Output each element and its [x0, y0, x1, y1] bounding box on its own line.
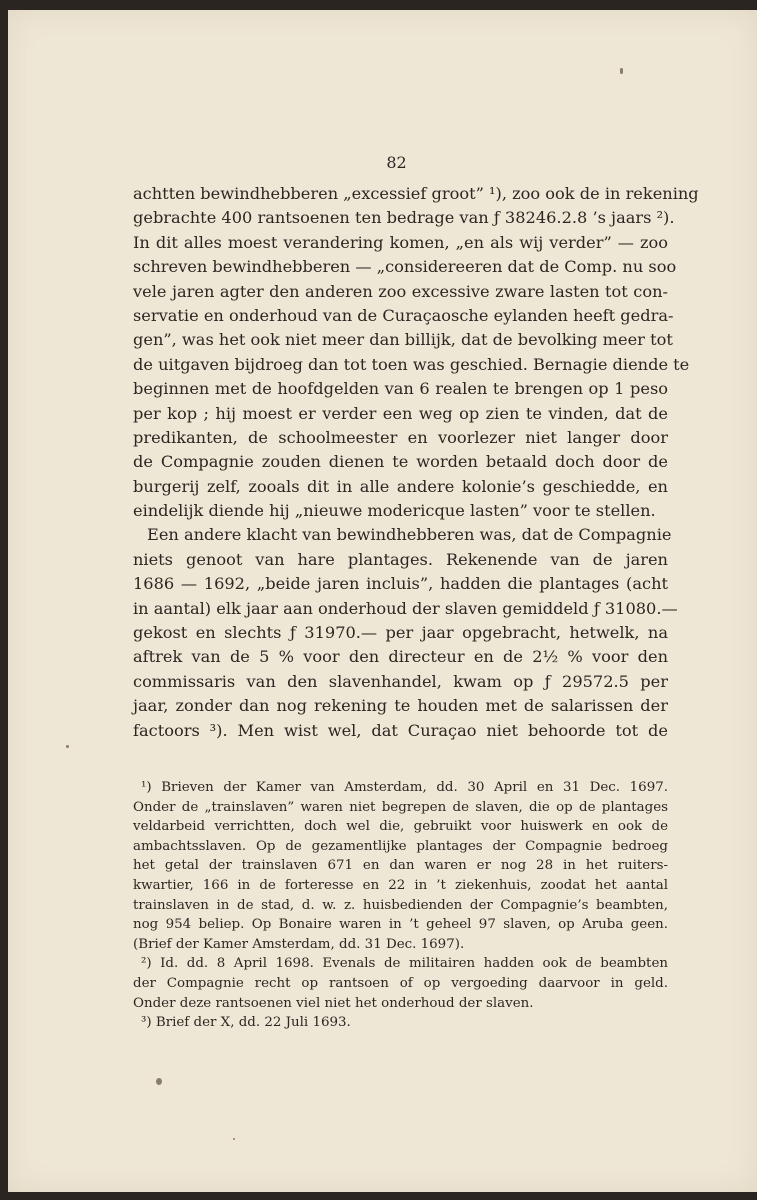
body-line: niets genoot van hare plantages. Rekenende van de jaren — [133, 549, 668, 569]
body-line: servatie en onderhoud van de Curaçaosche eylanden heeft gedra- — [133, 305, 674, 325]
body-line: gen”, was het ook niet meer dan billijk, dat de bevolking meer tot — [133, 330, 673, 350]
body-line: In dit alles moest verandering komen, „en als wij verder” — zoo — [133, 232, 668, 252]
footnote-line: trainslaven in de stad, d. w. z. huisbedienden der Compagnie’s beambten, — [133, 897, 668, 913]
body-line: predikanten, de schoolmeester en voorlezer niet langer door — [133, 427, 668, 447]
paper-speck — [66, 745, 69, 748]
body-line: gebrachte 400 rantsoenen ten bedrage van ƒ 38246.2.8 ’s jaars ²). — [133, 208, 675, 228]
footnote-line: Onder deze rantsoenen viel niet het onderhoud der slaven. — [133, 995, 534, 1011]
paper-speck — [620, 68, 623, 74]
body-line: commissaris van den slavenhandel, kwam op ƒ 29572.5 per — [133, 671, 668, 691]
footnote-line: ambachtsslaven. Op de gezamentlijke plantages der Compagnie bedroeg — [133, 838, 668, 854]
page-number-text: 82 — [386, 153, 407, 172]
body-line: vele jaren agter den anderen zoo excessive zware lasten tot con- — [133, 281, 668, 301]
body-line: factoors ³). Men wist wel, dat Curaçao niet behoorde tot de — [133, 720, 668, 740]
body-line: aftrek van de 5 % voor den directeur en de 2½ % voor den — [133, 647, 668, 667]
footnote-line: ¹) Brieven der Kamer van Amsterdam, dd. 30 April en 31 Dec. 1697. — [141, 780, 668, 795]
body-line: schreven bewindhebberen — „considereeren dat de Comp. nu soo — [133, 257, 677, 277]
page-number — [8, 153, 757, 172]
footnote-line: veldarbeid verrichtten, doch wel die, gebruikt voor huiswerk en ook de — [133, 819, 668, 835]
footnotes — [133, 778, 668, 1033]
book-page — [8, 10, 757, 1192]
body-line: de Compagnie zouden dienen te worden betaald doch door de — [133, 452, 668, 472]
footnote-line: ³) Brief der X, dd. 22 Juli 1693. — [141, 1015, 351, 1031]
body-line: in aantal) elk jaar aan onderhoud der slaven gemiddeld ƒ 31080.— — [133, 598, 678, 618]
footnote-line: het getal der trainslaven 671 en dan waren er nog 28 in het ruiters- — [133, 858, 668, 874]
paper-speck — [156, 1078, 162, 1085]
footnote-line: kwartier, 166 in de forteresse en 22 in ’t ziekenhuis, zoodat het aantal — [133, 877, 668, 893]
body-line: Een andere klacht van bewindhebberen was, dat de Compagnie — [147, 525, 672, 545]
footnote-line: ²) Id. dd. 8 April 1698. Evenals de militairen hadden ook de beambten — [141, 956, 668, 972]
body-line: per kop ; hij moest er verder een weg op zien te vinden, dat de — [133, 403, 668, 423]
body-line: de uitgaven bijdroeg dan tot toen was geschied. Bernagie diende te — [133, 354, 690, 374]
body-line: achtten bewindhebberen „excessief groot” ¹), zoo ook de in rekening — [133, 184, 699, 203]
footnote-line: nog 954 beliep. Op Bonaire waren in ’t geheel 97 slaven, op Aruba geen. — [133, 917, 668, 933]
body-line: 1686 — 1692, „beide jaren incluis”, hadden die plantages (acht — [133, 574, 668, 594]
paper-speck — [233, 1138, 235, 1140]
body-line: jaar, zonder dan nog rekening te houden met de salarissen der — [133, 696, 668, 716]
body-text — [133, 182, 699, 743]
body-line: eindelijk diende hij „nieuwe modericque lasten” voor te stellen. — [133, 501, 656, 521]
body-line: burgerij zelf, zooals dit in alle andere kolonie’s geschiedde, en — [133, 476, 668, 496]
footnote-line: der Compagnie recht op rantsoen of op vergoeding daarvoor in geld. — [133, 975, 668, 991]
body-line: gekost en slechts ƒ 31970.— per jaar opgebracht, hetwelk, na — [133, 623, 668, 643]
footnote-line: (Brief der Kamer Amsterdam, dd. 31 Dec. 1697). — [133, 936, 465, 952]
body-line: beginnen met de hoofdgelden van 6 realen te brengen op 1 peso — [133, 379, 668, 399]
footnote-line: Onder de „trainslaven” waren niet begrepen de slaven, die op de plantages — [133, 799, 668, 815]
